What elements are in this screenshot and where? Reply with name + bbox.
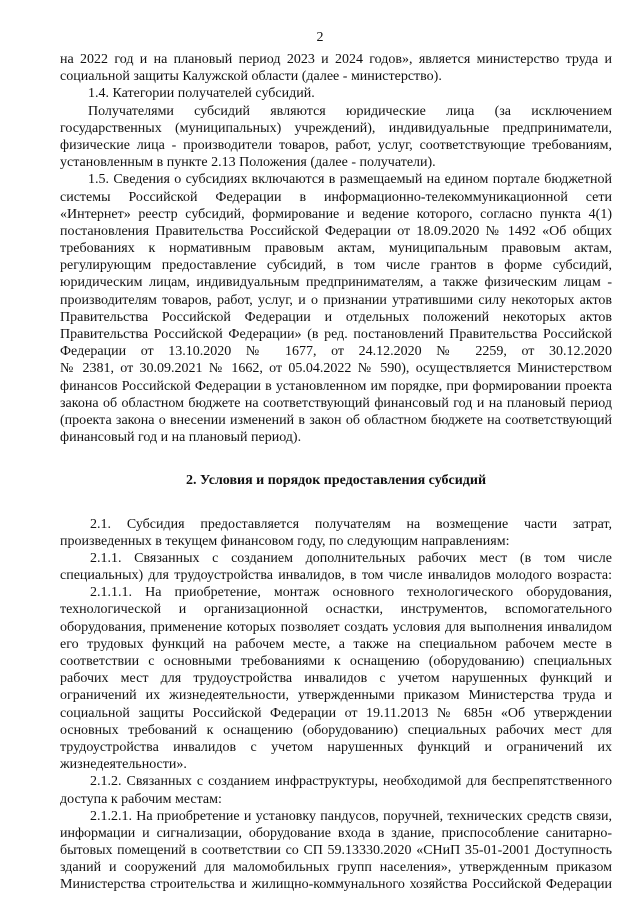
paragraph	[60, 773, 612, 807]
text-line: Получателями субсидий являются юридические лица (за исключением	[88, 103, 612, 119]
paragraph	[60, 103, 612, 172]
text-line: 2.1.1. Связанных с созданием дополнительных рабочих мест (в том числе	[90, 550, 612, 566]
text-line: 1.5. Сведения о субсидиях включаются в размещаемый на едином портале бюджетной	[88, 172, 612, 188]
paragraph	[60, 550, 612, 584]
text-line: финансов Российской Федерации в установленном им порядке, при формировании проекта	[60, 378, 612, 394]
text-line: «Интернет» реестр субсидий, формирование и ведение которого, согласно пункта 4(1)	[60, 206, 612, 222]
text-line: специальных) для трудоустройства инвалидов, в том числе инвалидов молодого возраста:	[60, 568, 612, 584]
text-line: 2.1.1.1. На приобретение, монтаж основного технологического оборудования,	[90, 585, 612, 601]
text-line: социальной защиты Российской Федерации от 19.11.2013 № 685н «Об утверждении	[60, 705, 612, 721]
text-line: 2.1.2.1. На приобретение и установку пандусов, поручней, технических средств связи,	[90, 808, 612, 824]
text-line: 2.1.2. Связанных с созданием инфраструктуры, необходимой для беспрепятственного	[90, 774, 612, 790]
text-line: на 2022 год и на плановый период 2023 и 2024 годов», является министерство труда и	[60, 52, 612, 67]
text-line: Федерации от 13.10.2020 № 1677, от 24.12.2020 № 2259, от 30.12.2020	[60, 344, 612, 360]
section-heading: 2. Условия и порядок предоставления субсидий	[185, 473, 487, 489]
text-line: зданий и сооружений для маломобильных групп населения», утвержденным приказом	[60, 860, 612, 876]
text-line: ограничений их жизнедеятельности, утвержденными приказом Министерства труда и	[60, 688, 612, 704]
paragraph	[60, 171, 612, 446]
paragraph	[60, 51, 612, 85]
text-line: требованиях к нормативным правовым актам, муниципальным правовым актам,	[60, 241, 612, 257]
text-line: финансовый год и на плановый период).	[60, 430, 302, 446]
text-line: трудоустройства инвалидов с учетом нарушенных функций и ограничений их	[60, 739, 612, 755]
text-line: (проекта закона о внесении изменений в закон об областном бюджете на соответствующий	[60, 412, 612, 428]
text-line: постановления Правительства Российской Федерации от 18.09.2020 № 1492 «Об общих	[60, 223, 612, 239]
text-line: жизнедеятельности».	[60, 757, 187, 773]
text-line: государственных (муниципальных) учреждений), индивидуальные предприниматели,	[60, 120, 612, 136]
paragraph	[60, 584, 612, 773]
text-line: доступа к рабочим местам:	[60, 791, 222, 807]
text-line: бытовых помещений в соответствии со СП 59.13330.2020 «СНиП 35-01-2001 Доступность	[60, 843, 612, 859]
text-line: закона об областном бюджете на соответствующий финансовый год и на плановый период	[60, 395, 612, 411]
text-line: рабочих мест для трудоустройства инвалидов с учетом нарушенных функций и	[60, 671, 612, 687]
text-line: оборудования, применение которых позволяет создать условия для выполнения инвалидом	[60, 619, 612, 635]
text-line: Министерства строительства и жилищно-коммунального хозяйства Российской Федерации	[60, 877, 612, 893]
text-line: информации и сигнализации, оборудование входа в здание, приспособление санитарно-	[60, 825, 612, 841]
text-line: Правительства Российской Федерации» (в ред. постановлений Правительства Российской	[60, 327, 612, 342]
document-body	[60, 51, 612, 894]
paragraph	[60, 85, 612, 102]
page-number: 2	[316, 30, 324, 45]
text-line: Правительства Российской Федерации и отдельных положений некоторых актов	[60, 309, 612, 325]
text-line: 1.4. Категории получателей субсидий.	[88, 86, 315, 102]
paragraph	[60, 808, 612, 894]
text-line: его трудовых функций на рабочем месте, а также на специальном рабочем месте в	[60, 636, 612, 652]
text-line: произведенных в текущем финансовом году, по следующим направлениям:	[60, 533, 510, 549]
text-line: производителям товаров, работ, услуг, и о признании утратившими силу некоторых актов	[60, 292, 612, 308]
text-line: установленным в пункте 2.13 Положения (далее - получатели).	[60, 155, 436, 171]
text-line: физические лица - производители товаров, работ, услуг, соответствующие требованиям,	[60, 137, 612, 153]
text-line: регулирующим предоставление субсидий, в том числе грантов в форме субсидий,	[60, 258, 612, 274]
text-line: № 2381, от 30.09.2021 № 1662, от 05.04.2022 № 590), осуществляется Министерством	[60, 361, 612, 377]
text-line: юридическим лицам, индивидуальным предпринимателям, а также физическим лицам -	[60, 275, 612, 291]
text-line: 2.1. Субсидия предоставляется получателям на возмещение части затрат,	[90, 516, 612, 532]
text-line: соответствии с основными требованиями к оснащению (оборудованию) специальных	[60, 654, 612, 669]
text-line: технологической и организационной оснастки, инструментов, вспомогательного	[60, 602, 612, 618]
paragraph	[60, 516, 612, 550]
text-line: системы Российской Федерации в информационно-телекоммуникационной сети	[60, 189, 612, 205]
text-line: социальной защиты Калужской области (далее - министерство).	[60, 69, 442, 85]
text-line: основных требований к оснащению (оборудованию) специальных рабочих мест для	[60, 722, 612, 738]
